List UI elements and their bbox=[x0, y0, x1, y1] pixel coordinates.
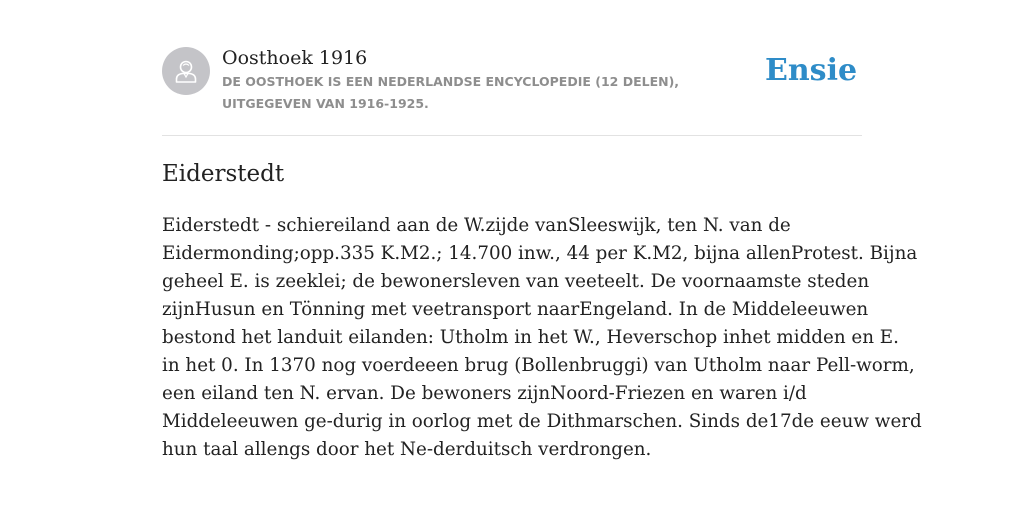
article-body bbox=[162, 212, 922, 464]
source-description: DE OOSTHOEK IS EEN NEDERLANDSE ENCYCLOPEDIE (12 DELEN), UITGEGEVEN VAN 1916-1925. bbox=[222, 74, 680, 111]
article-line: een eiland ten N. ervan. De bewoners zijnNoord-Friezen en waren i/d bbox=[162, 383, 807, 404]
divider bbox=[162, 135, 862, 136]
article-line: zijnHusun en Tönning met veetransport naarEngeland. In de Middeleeuwen bbox=[162, 299, 869, 320]
article-line: hun taal allengs door het Ne-derduitsch verdrongen. bbox=[162, 439, 652, 460]
article-line: Eidermonding;opp.335 K.M2.; 14.700 inw., 44 per K.M2, bijna allenProtest. Bijna bbox=[162, 243, 918, 264]
article-line: Eiderstedt - schiereiland aan de W.zijde vanSleeswijk, ten N. van de bbox=[162, 215, 791, 236]
source-header bbox=[162, 46, 862, 116]
user-icon bbox=[171, 56, 201, 86]
article-line: in het 0. In 1370 nog voerdeeen brug (Bollenbruggi) van Utholm naar Pell-worm, bbox=[162, 355, 915, 376]
page-title: Eiderstedt bbox=[162, 161, 285, 187]
source-name[interactable]: Oosthoek 1916 bbox=[222, 47, 368, 69]
ensie-logo[interactable]: Ensie bbox=[765, 53, 858, 88]
article-line: Middeleeuwen ge-durig in oorlog met de Dithmarschen. Sinds de17de eeuw werd bbox=[162, 411, 922, 432]
article-line: geheel E. is zeeklei; de bewonersleven van veeteelt. De voornaamste steden bbox=[162, 271, 870, 292]
avatar[interactable] bbox=[162, 47, 210, 95]
article-line: bestond het landuit eilanden: Utholm in het W., Heverschop inhet midden en E. bbox=[162, 327, 899, 348]
